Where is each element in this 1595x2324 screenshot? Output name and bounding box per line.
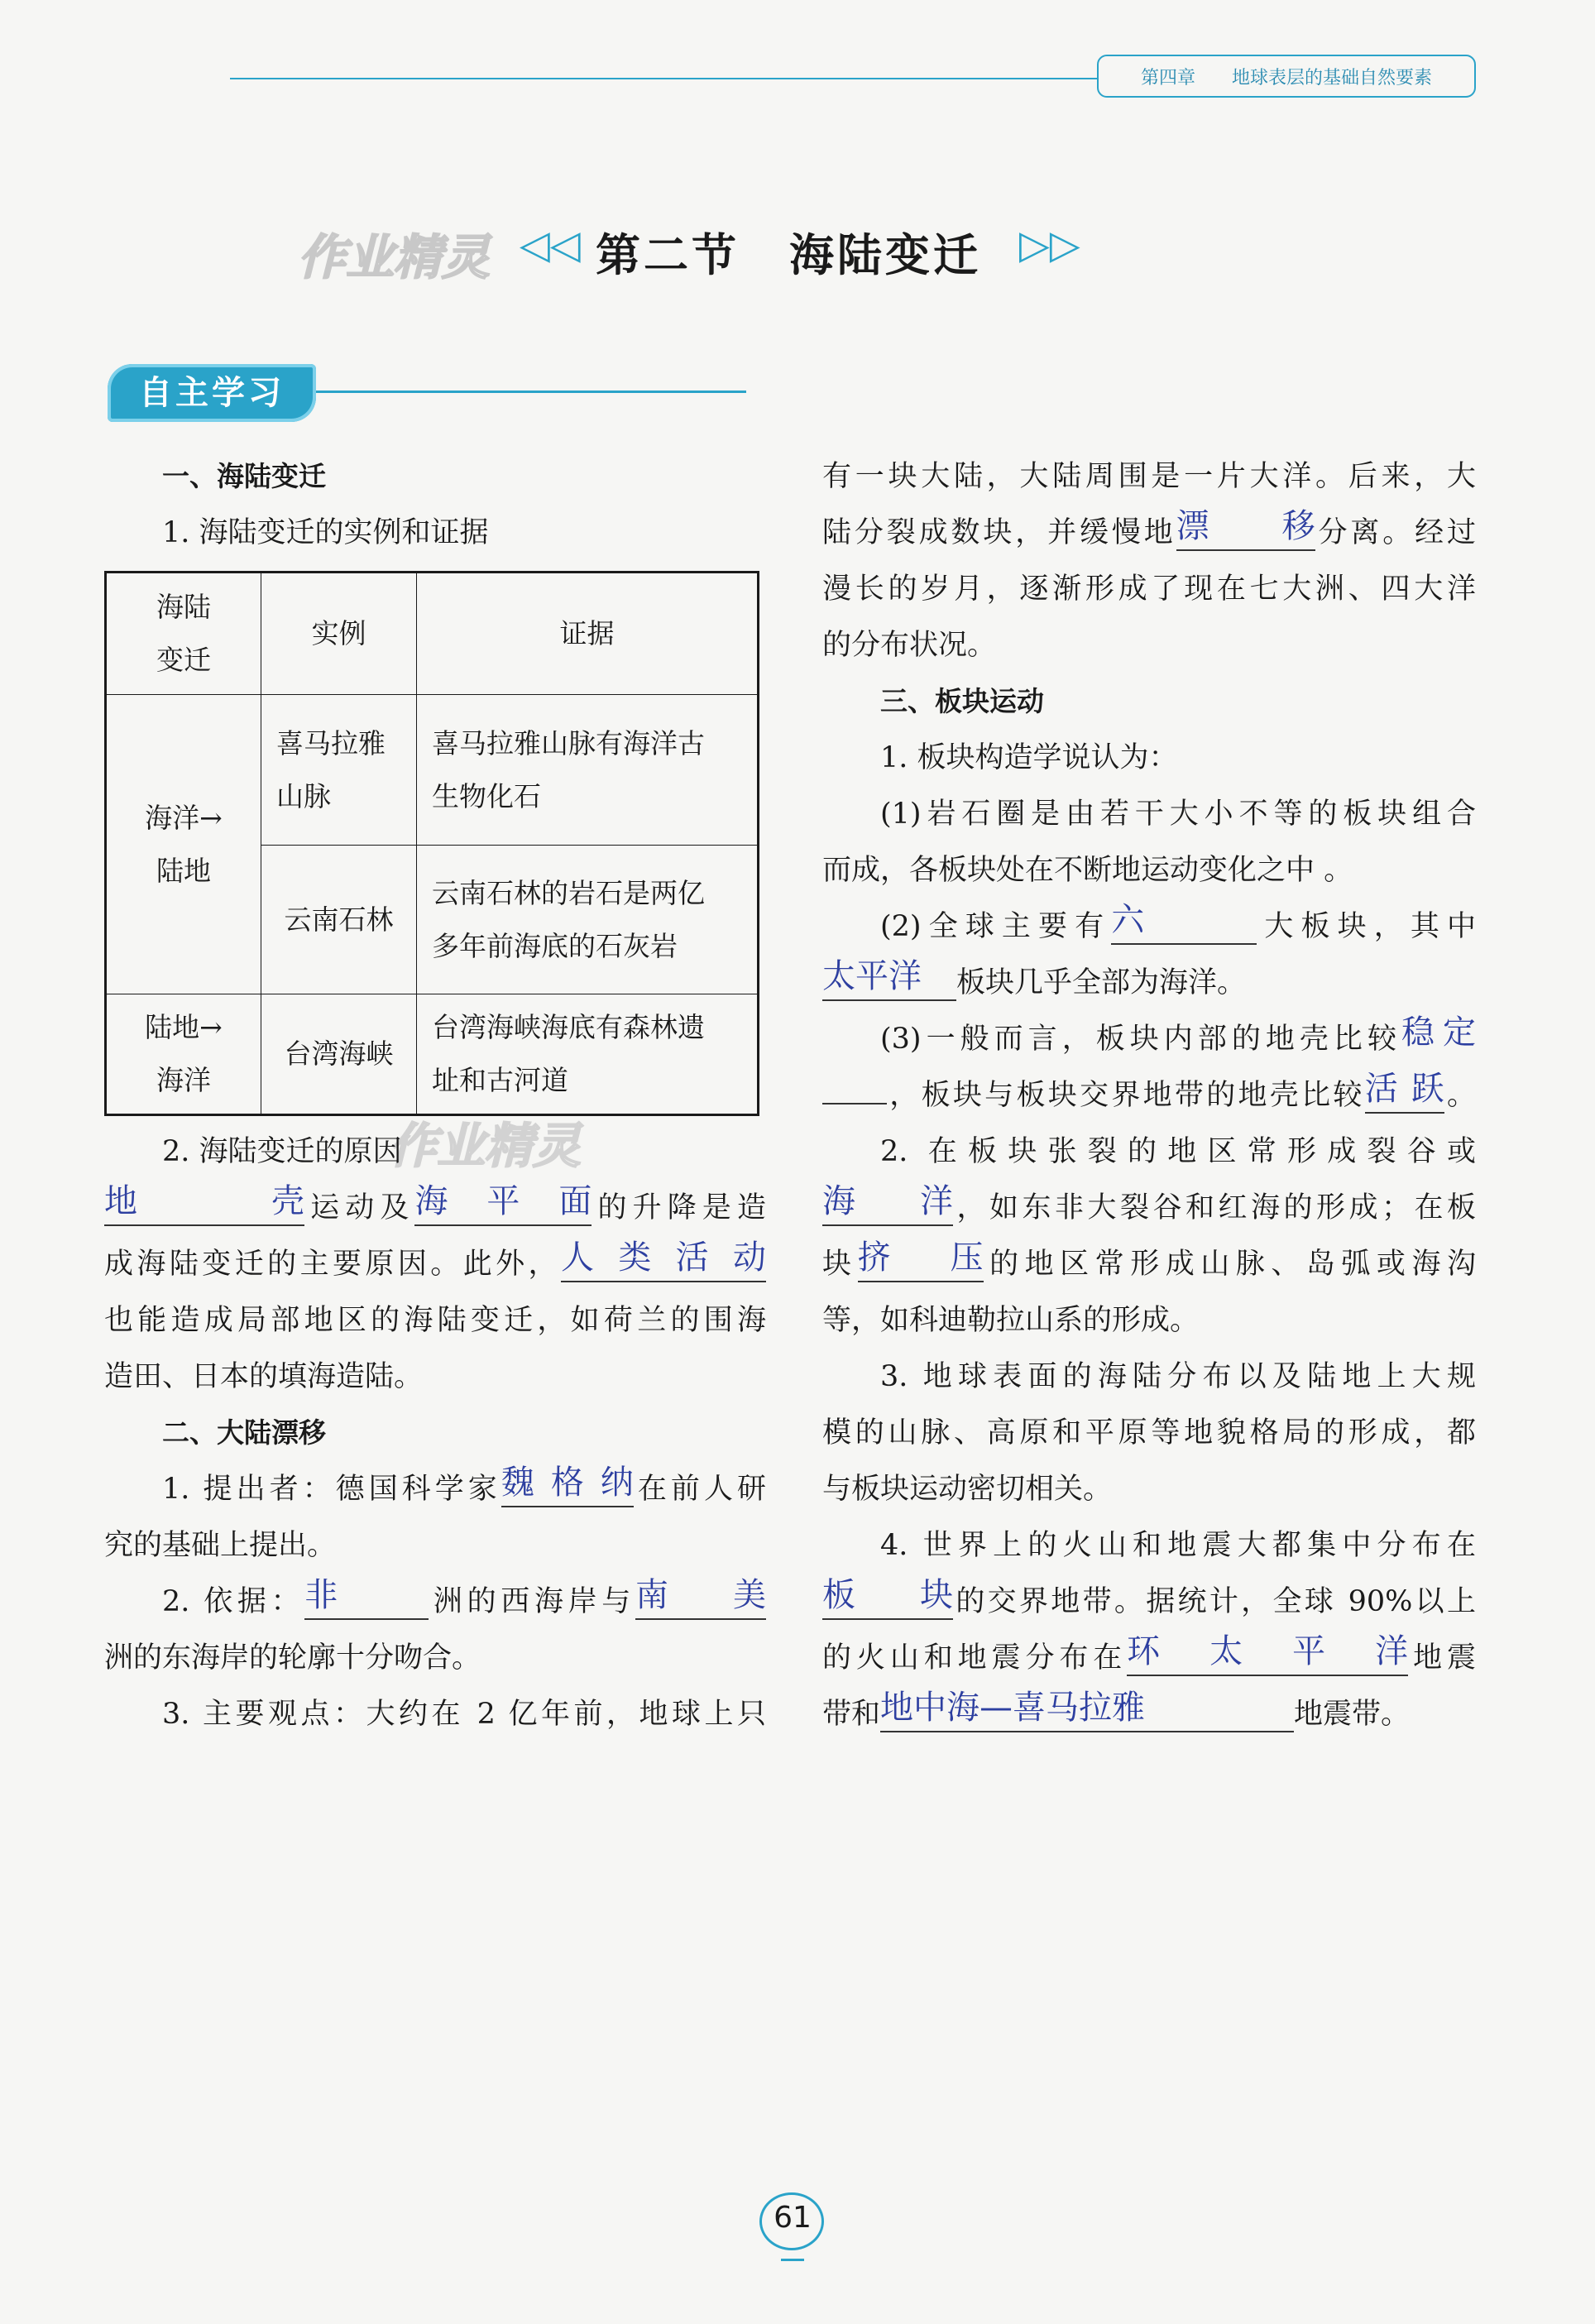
answer-b4: 稳定 — [1401, 1013, 1476, 1052]
text-line: 的火山和地震分布在环太平洋地震 — [822, 1632, 1476, 1675]
table-row — [106, 695, 759, 846]
table-cell-type: 海洋→ 陆地 — [106, 695, 261, 994]
answer-a1: 地壳 — [104, 1182, 304, 1220]
table-cell-evidence: 喜马拉雅山脉有海洋古 生物化石 — [417, 695, 759, 846]
text-line: 带和地中海—喜马拉雅 地震带。 — [822, 1689, 1411, 1731]
text-line: 3. 主要观点：大约在 2 亿年前，地球上只 — [162, 1698, 766, 1731]
answer-a2: 海平面 — [414, 1182, 592, 1220]
answer-b1: 漂移 — [1176, 507, 1315, 545]
blank-b5 — [1364, 1070, 1444, 1114]
blank-a4 — [501, 1464, 634, 1507]
blank-b8 — [822, 1576, 953, 1620]
blank-b2 — [1111, 901, 1257, 945]
chapter-title: 地球表层的基础自然要素 — [1232, 67, 1433, 89]
text-line: 陆分裂成数块，并缓慢地漂移分离。经过 — [822, 507, 1476, 549]
text-line: 4. 世界上的火山和地震大都集中分布在 — [880, 1529, 1476, 1562]
answer-a4: 魏格纳 — [501, 1464, 634, 1502]
blank-a3 — [561, 1239, 766, 1282]
table-header-cell: 证据 — [417, 573, 759, 695]
text-line: 而成，各板块处在不断地运动变化之中 。 — [822, 854, 1353, 887]
answer-b3: 太平洋 — [822, 957, 922, 995]
evidence-table — [104, 571, 759, 1116]
table-cell-example: 云南石林 — [261, 846, 417, 994]
page-number-text: 61 — [774, 2201, 812, 2235]
answer-b8: 板块 — [822, 1576, 953, 1614]
blank-a1 — [104, 1182, 304, 1226]
blank-b4-underline — [822, 1103, 887, 1104]
right-double-arrow-icon: ▷▷ — [1019, 222, 1080, 268]
answer-a5: 非 — [304, 1576, 338, 1614]
table-header-cell: 海陆 变迁 — [106, 573, 261, 695]
blank-b10 — [880, 1689, 1294, 1732]
text-line: 块挤压的地区常形成山脉、岛弧或海沟 — [822, 1239, 1476, 1281]
item-2: 2. 海陆变迁的原因 — [162, 1135, 402, 1168]
left-column — [104, 448, 766, 561]
answer-b7: 挤压 — [857, 1239, 984, 1277]
text-line: ，板块与板块交界地带的地壳比较活跃。 — [822, 1067, 1476, 1124]
item-1: 1. 海陆变迁的实例和证据 — [162, 516, 489, 549]
text-line: 有一块大陆，大陆周围是一片大洋。后来，大 — [822, 460, 1476, 493]
right-column — [822, 448, 1476, 1742]
table-cell-example: 台湾海峡 — [261, 994, 417, 1115]
text-line: 地壳运动及海平面的升降是造 — [104, 1182, 766, 1224]
heading-2: 二、大陆漂移 — [162, 1416, 326, 1449]
answer-a3: 人类活动 — [561, 1239, 766, 1277]
watermark-logo: 作业精灵 — [389, 1118, 582, 1174]
answer-b6: 海洋 — [822, 1182, 953, 1220]
text-line: 2. 在板块张裂的地区常形成裂谷或 — [880, 1135, 1476, 1168]
blank-a2 — [414, 1182, 592, 1226]
table-row — [106, 994, 759, 1115]
answer-b2: 六 — [1111, 901, 1145, 939]
answer-b5: 活跃 — [1364, 1070, 1444, 1108]
left-column-lower — [104, 1124, 766, 1742]
chapter-number: 第四章 — [1140, 67, 1195, 89]
answer-b10: 地中海—喜马拉雅 — [880, 1689, 1146, 1727]
table-cell-evidence: 云南石林的岩石是两亿 多年前海底的石灰岩 — [417, 846, 759, 994]
table-cell-evidence: 台湾海峡海底有森林遗 址和古河道 — [417, 994, 759, 1115]
section-rule — [316, 391, 746, 393]
table-header-cell: 实例 — [261, 573, 417, 695]
text-line: 造田、日本的填海造陆。 — [104, 1360, 424, 1393]
text-line: 1. 板块构造学说认为： — [880, 741, 1178, 774]
section-label: 自主学习 — [108, 364, 316, 422]
text-line: 太平洋 板块几乎全部为海洋。 — [822, 957, 1247, 999]
text-line: (3)一般而言，板块内部的地壳比较稳定 — [880, 1013, 1476, 1056]
text-line: 成海陆变迁的主要原因。此外，人类活动 — [104, 1239, 766, 1281]
text-line: 漫长的岁月，逐渐形成了现在七大洲、四大洋 — [822, 573, 1476, 606]
text-line: (2)全球主要有六 大板块，其中 — [880, 901, 1476, 943]
text-line: 洲的东海岸的轮廓十分吻合。 — [104, 1641, 481, 1675]
heading-1: 一、海陆变迁 — [162, 460, 326, 492]
text-line: 等，如科迪勒拉山系的形成。 — [822, 1304, 1200, 1337]
text-line: 2. 依据：非 洲的西海岸与南美 — [162, 1576, 766, 1618]
blank-b6 — [822, 1182, 953, 1226]
text-line: 3. 地球表面的海陆分布以及陆地上大规 — [880, 1360, 1476, 1393]
heading-3: 三、板块运动 — [880, 685, 1044, 717]
globe-stand — [781, 2250, 804, 2261]
table-row — [106, 573, 759, 695]
text-line: 与板块运动密切相关。 — [822, 1473, 1113, 1506]
blank-b1 — [1176, 507, 1315, 551]
title-part1: 第二节 — [596, 229, 740, 281]
text-line: (1)岩石圈是由若干大小不等的板块组合 — [880, 798, 1476, 831]
watermark-logo: 作业精灵 — [298, 229, 491, 285]
blank-b9 — [1127, 1632, 1409, 1676]
blank-a5 — [304, 1576, 429, 1620]
blank-b3 — [822, 957, 956, 1001]
table-cell-type: 陆地→ 海洋 — [106, 994, 261, 1115]
page-number — [753, 2192, 832, 2259]
text-line: 板块的交界地带。据统计，全球 90%以上 — [822, 1576, 1476, 1618]
answer-b9: 环太平洋 — [1127, 1632, 1409, 1670]
text-line: 海洋，如东非大裂谷和红海的形成；在板 — [822, 1182, 1476, 1224]
text-line: 的分布状况。 — [822, 629, 997, 662]
left-double-arrow-icon: ◁◁ — [520, 222, 581, 268]
text-line: 也能造成局部地区的海陆变迁，如荷兰的围海 — [104, 1304, 766, 1337]
chapter-header — [1097, 55, 1476, 98]
table-cell-example: 喜马拉雅 山脉 — [261, 695, 417, 846]
blank-b7 — [857, 1239, 984, 1282]
text-line: 模的山脉、高原和平原等地貌格局的形成，都 — [822, 1416, 1476, 1450]
header-rule — [230, 78, 1100, 79]
blank-a6 — [635, 1576, 766, 1620]
text-line: 1. 提出者：德国科学家魏格纳在前人研 — [162, 1464, 766, 1506]
title-part2: 海陆变迁 — [789, 229, 981, 281]
section-title — [298, 213, 1125, 288]
blank-b4 — [1401, 1013, 1476, 1056]
text-line: 究的基础上提出。 — [104, 1529, 337, 1562]
answer-a6: 南美 — [635, 1576, 766, 1614]
